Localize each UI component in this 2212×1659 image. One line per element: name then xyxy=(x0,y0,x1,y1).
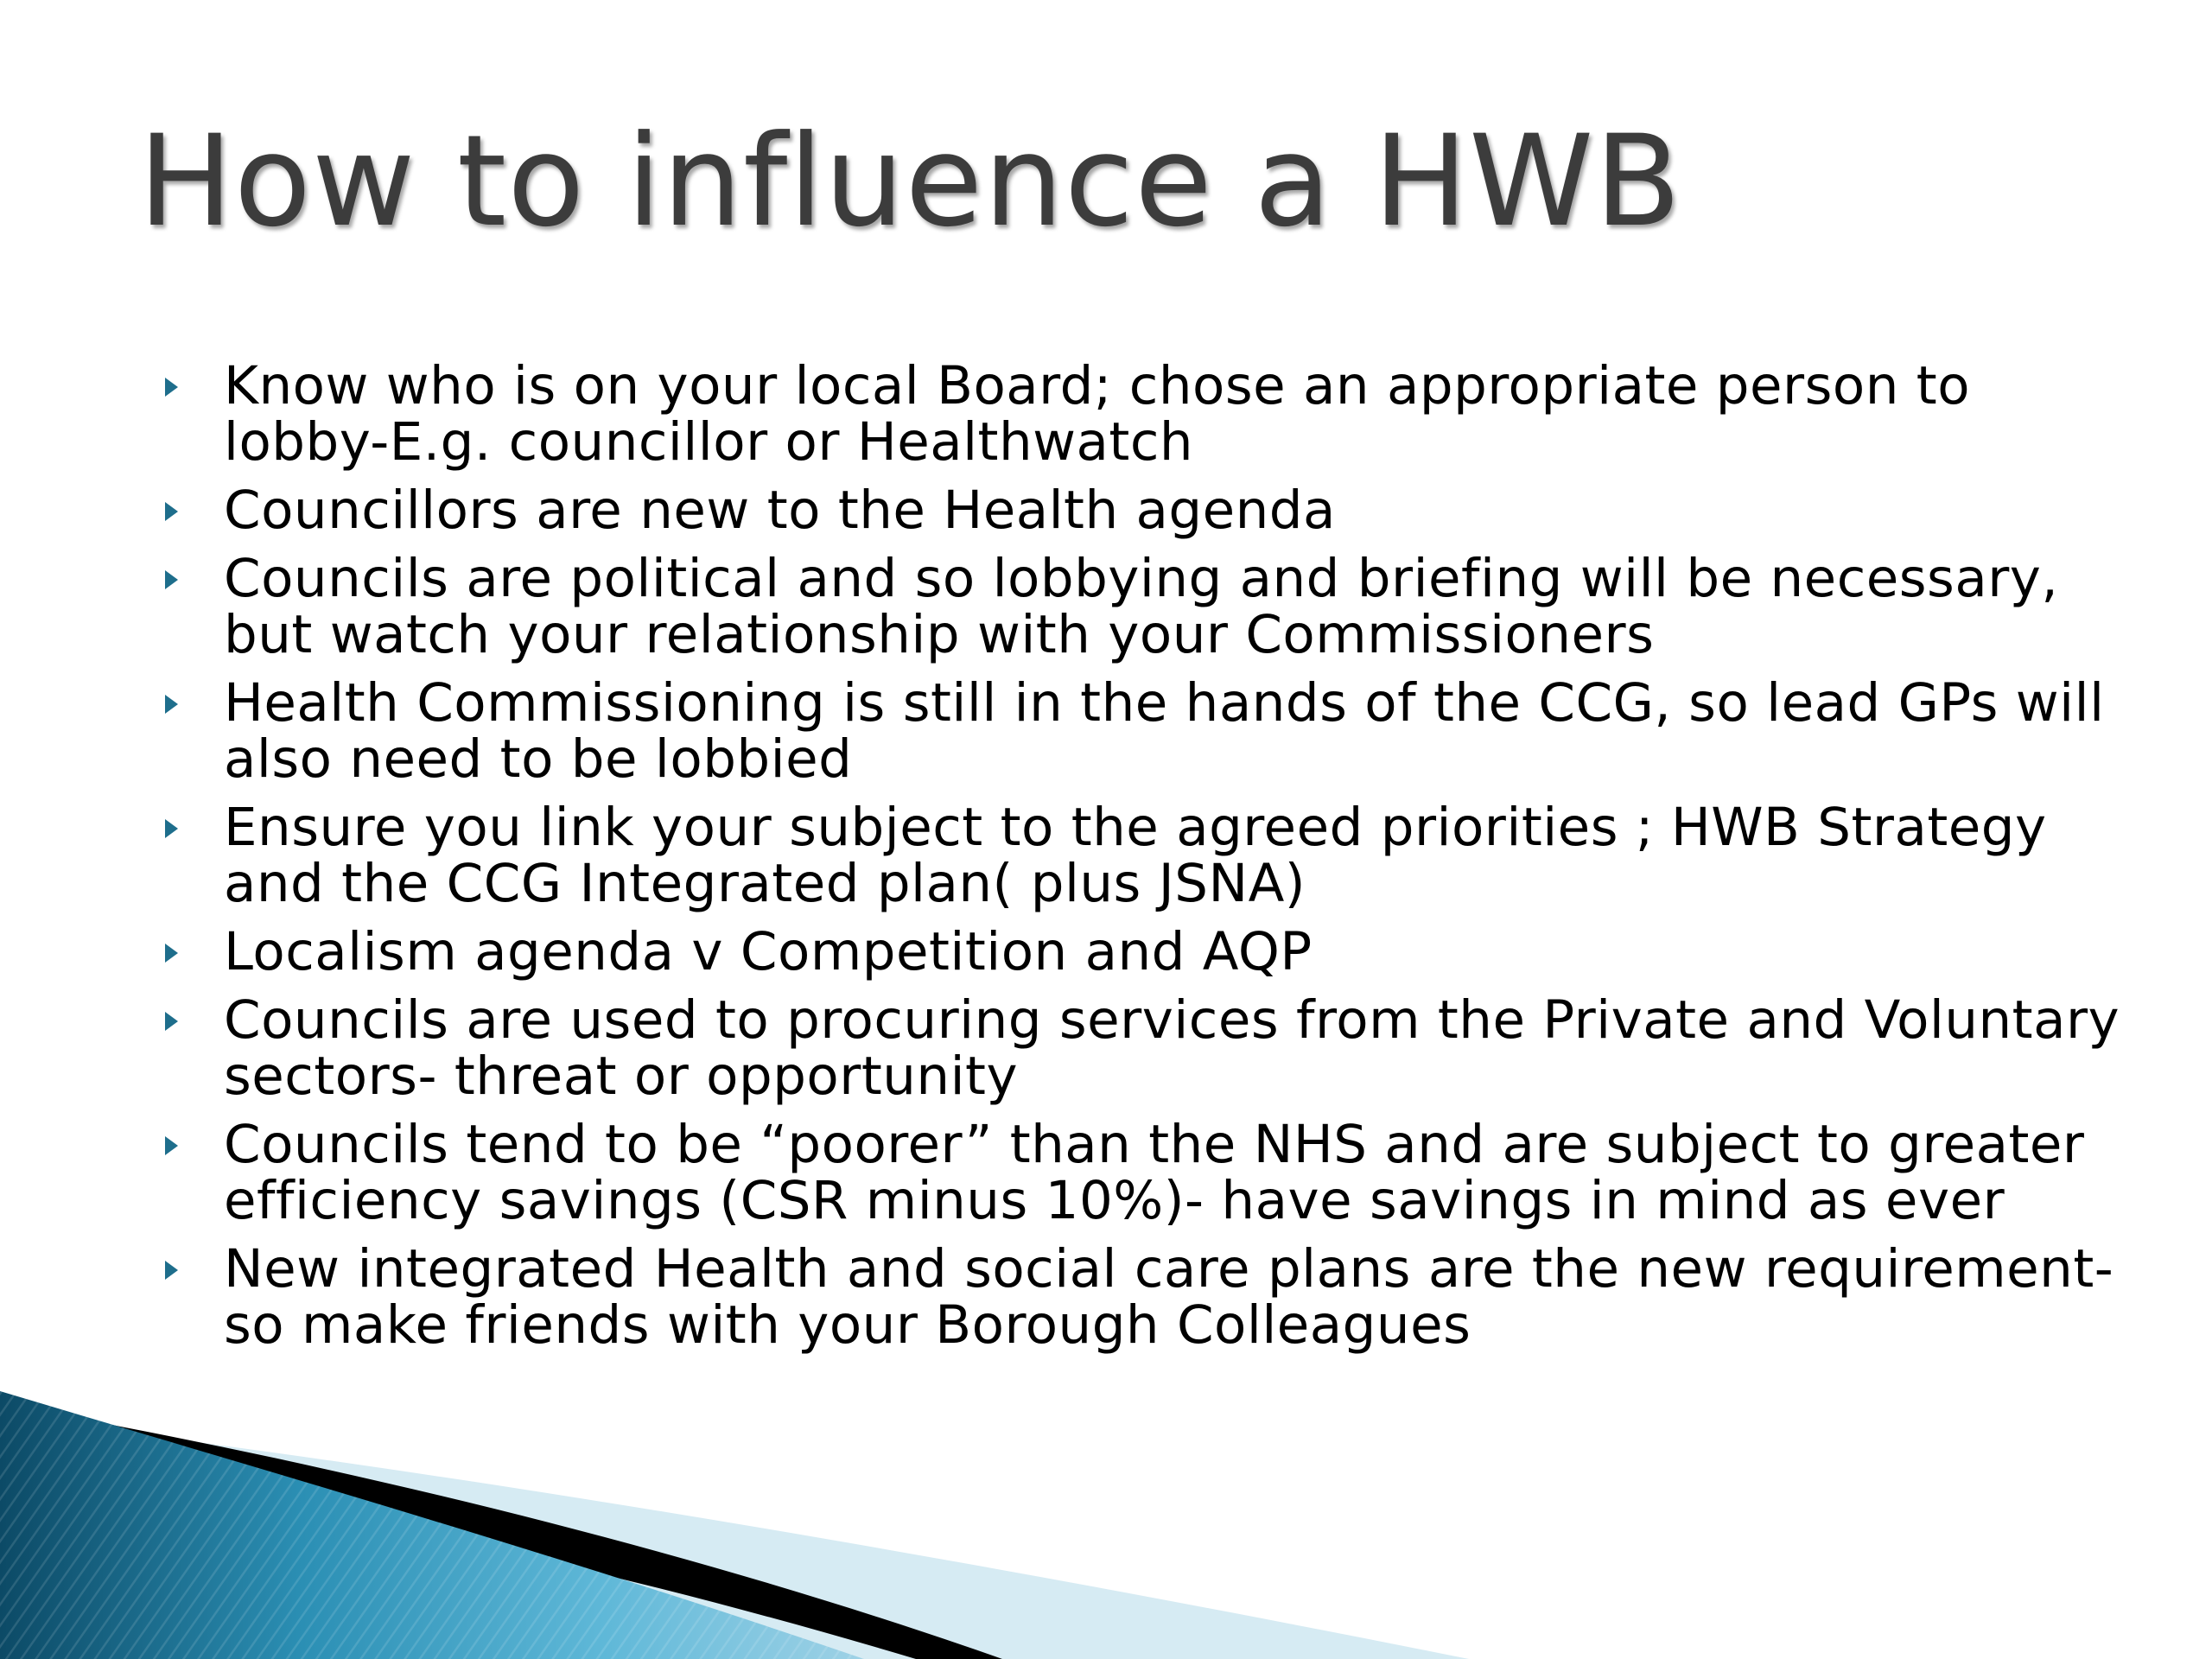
bullet-text: Councillors are new to the Health agenda xyxy=(224,480,1336,541)
bullet-text: Councils are political and so lobbying and briefing will be necessary, but watch your relationship with your Commissioners xyxy=(224,548,2059,665)
triangle-bullet-icon xyxy=(165,1012,178,1031)
bullet-text: Councils are used to procuring services from the Private and Voluntary sectors- threat or opportunity xyxy=(224,989,2120,1107)
list-item xyxy=(151,921,2121,982)
bullet-list xyxy=(151,355,2121,1365)
bullet-text: Health Commissioning is still in the hands of the CCG, so lead GPs will also need to be lobbied xyxy=(224,672,2105,790)
triangle-bullet-icon xyxy=(165,1261,178,1280)
triangle-bullet-icon xyxy=(165,1136,178,1155)
bullet-text: New integrated Health and social care plans are the new requirement- so make friends with your Borough Colleagues xyxy=(224,1238,2114,1356)
bullet-text: Localism agenda v Competition and AQP xyxy=(224,921,1313,982)
bullet-text: Councils tend to be “poorer” than the NHS and are subject to greater efficiency savings (CSR minus 10%)- have savings in mind as ever xyxy=(224,1114,2085,1231)
slide-title: How to influence a HWB xyxy=(138,108,1682,255)
bullet-text: Know who is on your local Board; chose an appropriate person to lobby-E.g. councillor or Healthwatch xyxy=(224,355,1971,473)
list-item xyxy=(151,550,2121,663)
list-item xyxy=(151,1116,2121,1229)
list-item xyxy=(151,989,2121,1107)
list-item xyxy=(151,1238,2121,1356)
list-item xyxy=(151,355,2121,473)
list-item xyxy=(151,480,2121,541)
triangle-bullet-icon xyxy=(165,944,178,963)
list-item xyxy=(151,672,2121,790)
triangle-bullet-icon xyxy=(165,695,178,714)
triangle-bullet-icon xyxy=(165,570,178,589)
bullet-text: Ensure you link your subject to the agreed priorities ; HWB Strategy and the CCG Integrated plan( plus JSNA) xyxy=(224,797,2047,914)
triangle-bullet-icon xyxy=(165,502,178,521)
triangle-bullet-icon xyxy=(165,378,178,397)
list-item xyxy=(151,799,2121,912)
triangle-bullet-icon xyxy=(165,819,178,838)
